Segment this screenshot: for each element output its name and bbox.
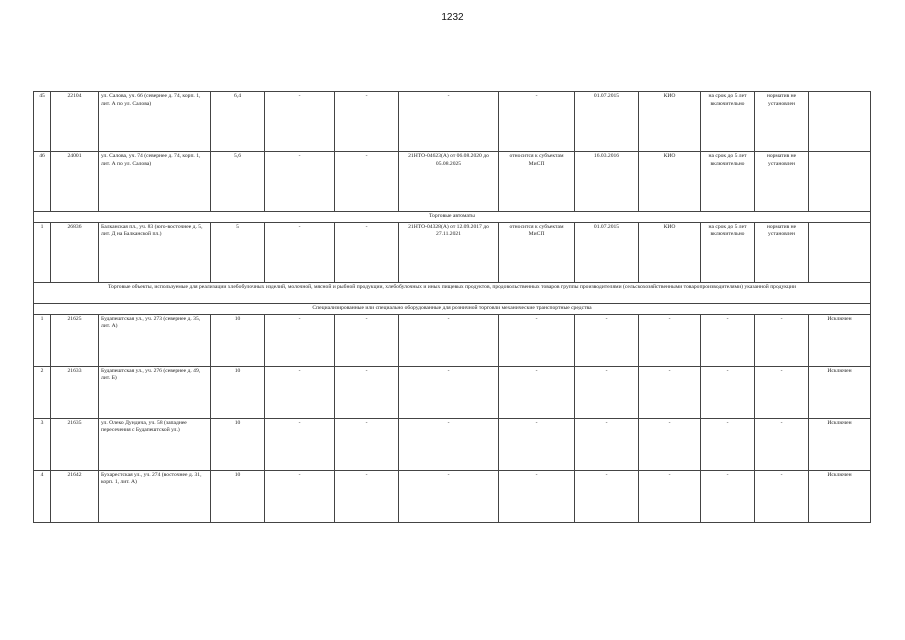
table-row (34, 152, 871, 212)
cell-col6: - (335, 222, 399, 282)
authority: - (639, 418, 701, 470)
authority: - (639, 366, 701, 418)
section-title-mobile-vehicles: Специализированные или специально оборудованные для розничной торговли механические транспортные средства (34, 303, 871, 314)
note: Исключен (809, 418, 871, 470)
note: Исключен (809, 366, 871, 418)
row-number: 4 (34, 470, 51, 522)
authority: КИО (639, 92, 701, 152)
cell-col6: - (335, 418, 399, 470)
contract-info: 21НТО-04623(А) от 06.08.2020 до 05.08.2025 (399, 152, 499, 212)
smb-status: относится к субъектам МиСП (499, 152, 575, 212)
norm: - (755, 418, 809, 470)
registry-table (33, 91, 871, 523)
norm: норматив не установлен (755, 152, 809, 212)
row-number: 1 (34, 222, 51, 282)
placement-term: - (701, 314, 755, 366)
contract-info: - (399, 418, 499, 470)
object-id: 21642 (51, 470, 99, 522)
norm: норматив не установлен (755, 222, 809, 282)
inclusion-date: - (575, 418, 639, 470)
authority: - (639, 470, 701, 522)
cell-col6: - (335, 314, 399, 366)
cell-col6: - (335, 470, 399, 522)
placement-term: на срок до 5 лет включительно (701, 92, 755, 152)
object-id: 21625 (51, 314, 99, 366)
smb-status: - (499, 314, 575, 366)
row-number: 46 (34, 152, 51, 212)
page-number: 1232 (441, 12, 464, 23)
cell-col5: - (265, 366, 335, 418)
inclusion-date: - (575, 366, 639, 418)
inclusion-date: 16.03.2016 (575, 152, 639, 212)
object-area: 10 (211, 418, 265, 470)
object-address: Бухарестская ул., уч. 274 (восточнее д. 31, корп. 1, лит. А) (99, 470, 211, 522)
table-row (34, 366, 871, 418)
cell-col5: - (265, 222, 335, 282)
table-row (34, 92, 871, 152)
authority: - (639, 314, 701, 366)
cell-col5: - (265, 314, 335, 366)
inclusion-date: 01.07.2015 (575, 92, 639, 152)
object-address: Будапештская ул., уч. 276 (севернее д. 49, лит. Б) (99, 366, 211, 418)
row-number: 3 (34, 418, 51, 470)
note (809, 92, 871, 152)
section-title-farm-products: Торговые объекты, используемые для реализации хлебобулочных изделий, молочной, мясной и рыбной продукции, хлебобулочных и иных пищевых продуктов, продовольственных товаров группы производителями (сельскохозяйственными товаропроизводителями) указанной продукции (34, 282, 871, 303)
object-address: Будапештская ул., уч. 273 (севернее д. 35, лит. А) (99, 314, 211, 366)
object-area: 10 (211, 314, 265, 366)
object-area: 6,4 (211, 92, 265, 152)
contract-info: - (399, 366, 499, 418)
section-title-trade-automats: Торговые автоматы (34, 212, 871, 223)
inclusion-date: 01.07.2015 (575, 222, 639, 282)
placement-term: на срок до 5 лет включительно (701, 152, 755, 212)
row-number: 45 (34, 92, 51, 152)
note (809, 222, 871, 282)
object-address: Балканская пл., уч. 83 (юго-восточнее д. 5, лит. Д на Балканской пл.) (99, 222, 211, 282)
smb-status: относится к субъектам МиСП (499, 222, 575, 282)
inclusion-date: - (575, 470, 639, 522)
object-id: 21633 (51, 366, 99, 418)
cell-col6: - (335, 366, 399, 418)
smb-status: - (499, 418, 575, 470)
object-id: 22104 (51, 92, 99, 152)
smb-status: - (499, 366, 575, 418)
table-row (34, 470, 871, 522)
table-row (34, 222, 871, 282)
contract-info: 21НТО-04328(А) от 12.09.2017 до 27.11.2021 (399, 222, 499, 282)
object-address: ул. Салова, уч. 74 (севернее д. 74, корп. 1, лит. А по ул. Салова) (99, 152, 211, 212)
contract-info: - (399, 470, 499, 522)
row-number: 2 (34, 366, 51, 418)
note (809, 152, 871, 212)
cell-col5: - (265, 470, 335, 522)
object-area: 10 (211, 366, 265, 418)
contract-info: - (399, 314, 499, 366)
cell-col5: - (265, 152, 335, 212)
cell-col6: - (335, 152, 399, 212)
cell-col5: - (265, 92, 335, 152)
cell-col6: - (335, 92, 399, 152)
row-number: 1 (34, 314, 51, 366)
section-header-row (34, 212, 871, 223)
authority: КИО (639, 222, 701, 282)
placement-term: - (701, 366, 755, 418)
norm: норматив не установлен (755, 92, 809, 152)
norm: - (755, 366, 809, 418)
object-address: ул. Олеко Дундича, уч. 58 (западнее пересечения с Будапештской ул.) (99, 418, 211, 470)
section-header-row (34, 303, 871, 314)
object-id: 26836 (51, 222, 99, 282)
object-area: 10 (211, 470, 265, 522)
placement-term: - (701, 418, 755, 470)
note: Исключен (809, 314, 871, 366)
table-row (34, 314, 871, 366)
cell-col5: - (265, 418, 335, 470)
note: Исключен (809, 470, 871, 522)
table-row (34, 418, 871, 470)
smb-status: - (499, 92, 575, 152)
placement-term: на срок до 5 лет включительно (701, 222, 755, 282)
object-address: ул. Салова, уч. 66 (севернее д. 74, корп. 1, лит. А по ул. Салова) (99, 92, 211, 152)
placement-term: - (701, 470, 755, 522)
object-area: 5,6 (211, 152, 265, 212)
contract-info: - (399, 92, 499, 152)
object-area: 5 (211, 222, 265, 282)
object-id: 21635 (51, 418, 99, 470)
authority: КИО (639, 152, 701, 212)
norm: - (755, 470, 809, 522)
norm: - (755, 314, 809, 366)
inclusion-date: - (575, 314, 639, 366)
section-header-row (34, 282, 871, 303)
smb-status: - (499, 470, 575, 522)
object-id: 24001 (51, 152, 99, 212)
